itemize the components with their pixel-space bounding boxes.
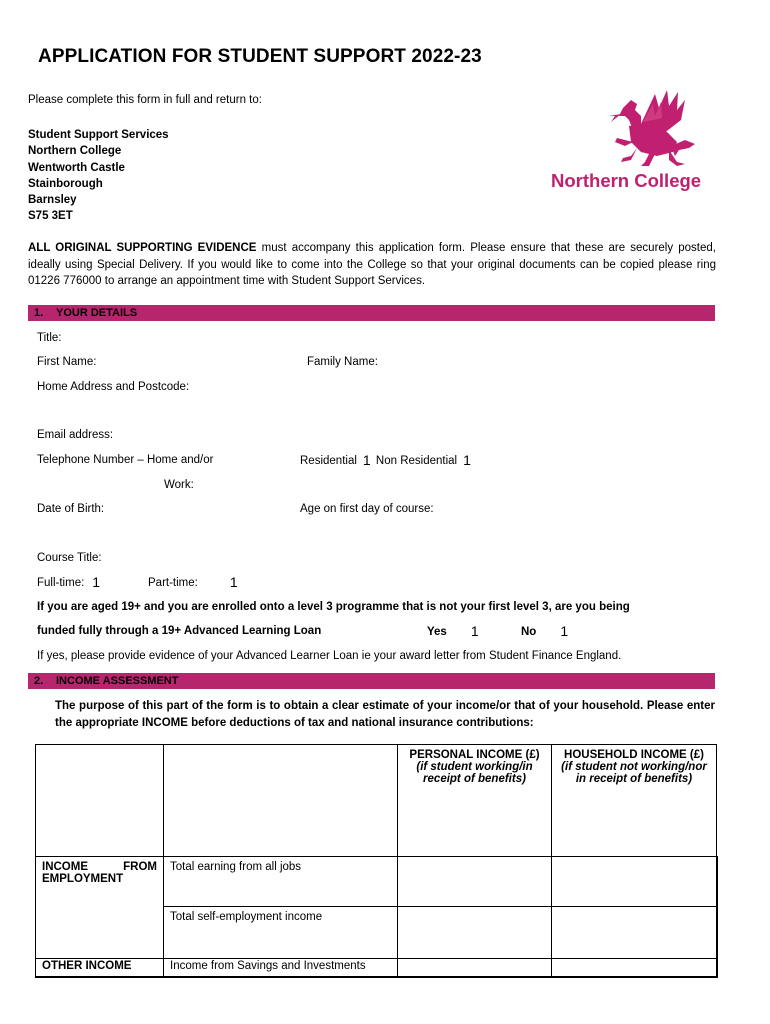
income-table (35, 744, 718, 978)
full-time-option[interactable] (37, 574, 100, 590)
age-label: Age on first day of course: (300, 503, 434, 515)
evidence-notice-text: must accompany this application form. Please ensure that these are securely posted, ideally using Special Delivery. If you would like to come into the College so that your original documents can be copied please ring 01226 776000 to arrange an appointment time with Student Support Services. (28, 242, 716, 287)
section-your-details-header (28, 305, 715, 321)
loan-question-line2: funded fully through a 19+ Advanced Learning Loan (37, 625, 322, 637)
loan-yes-option[interactable] (427, 623, 479, 639)
table-row (36, 959, 717, 978)
header-cell-empty (164, 745, 398, 857)
full-time-label: Full-time: (37, 577, 85, 589)
part-time-option[interactable] (148, 574, 238, 590)
residential-checkbox[interactable]: 1 (362, 452, 371, 468)
row-label-jobs: Total earning from all jobs (164, 857, 398, 907)
table-row (36, 857, 717, 907)
home-address-label: Home Address and Postcode: (37, 381, 190, 393)
section-number: 1. (34, 307, 44, 319)
row-label-savings: Income from Savings and Investments (164, 959, 398, 978)
no-checkbox[interactable]: 1 (560, 623, 569, 639)
address-line: Barnsley (28, 194, 77, 207)
non-residential-label: Non Residential (375, 455, 458, 467)
personal-income-subtitle: (if student working/in receipt of benefits) (416, 761, 533, 785)
income-table-header-row (36, 745, 717, 857)
address-line: Northern College (28, 145, 122, 158)
loan-question-line1: If you are aged 19+ and you are enrolled onto a level 3 programme that is not your first level 3, are you being (37, 601, 630, 613)
family-name-label: Family Name: (307, 356, 378, 368)
section-title: INCOME ASSESSMENT (56, 675, 179, 687)
telephone-label: Telephone Number – Home and/or (37, 454, 214, 466)
no-label: No (521, 626, 537, 638)
row-label-self-employment: Total self-employment income (164, 907, 398, 959)
section-title: YOUR DETAILS (56, 307, 138, 319)
non-residential-checkbox[interactable]: 1 (463, 452, 471, 468)
other-income-category: OTHER INCOME (36, 959, 164, 978)
title-field-label: Title: (37, 332, 62, 344)
intro-text: Please complete this form in full and return to: (28, 94, 262, 106)
address-line: S75 3ET (28, 210, 73, 223)
personal-self-employment-input[interactable] (398, 907, 552, 959)
evidence-notice (28, 240, 716, 290)
part-time-checkbox[interactable]: 1 (229, 574, 238, 590)
dob-label: Date of Birth: (37, 503, 105, 515)
full-time-checkbox[interactable]: 1 (92, 574, 101, 590)
income-purpose-text: The purpose of this part of the form is to obtain a clear estimate of your income/or that of your household. Please enter the appropriate INCOME before deductions of tax and national insurance contributions: (55, 700, 715, 729)
household-income-subtitle: (if student not working/nor in receipt of benefits) (561, 761, 707, 785)
loan-no-option[interactable] (521, 623, 568, 639)
loan-evidence-note: If yes, please provide evidence of your Advanced Learner Loan ie your award letter from Student Finance England. (37, 650, 622, 662)
residential-option[interactable] (300, 452, 471, 468)
email-label: Email address: (37, 429, 114, 441)
personal-savings-input[interactable] (398, 959, 552, 978)
household-self-employment-input[interactable] (552, 907, 717, 959)
household-savings-input[interactable] (552, 959, 717, 978)
header-cell-empty (36, 745, 164, 857)
household-jobs-input[interactable] (552, 857, 717, 907)
work-phone-label: Work: (164, 479, 194, 491)
employment-category: INCOME FROM EMPLOYMENT (36, 857, 164, 959)
first-name-label: First Name: (37, 356, 97, 368)
residential-label: Residential (300, 455, 357, 467)
address-line: Wentworth Castle (28, 161, 125, 174)
part-time-label: Part-time: (148, 577, 198, 589)
personal-jobs-input[interactable] (398, 857, 552, 907)
section-income-header (28, 673, 715, 689)
evidence-notice-bold: ALL ORIGINAL SUPPORTING EVIDENCE (28, 242, 257, 254)
household-income-title: HOUSEHOLD INCOME (£) (564, 749, 704, 761)
course-title-label: Course Title: (37, 552, 102, 564)
college-logo-text: Northern College (551, 170, 702, 191)
yes-checkbox[interactable]: 1 (470, 623, 479, 639)
address-line: Student Support Services (28, 129, 169, 141)
section-number: 2. (34, 675, 44, 687)
household-income-header (552, 745, 717, 857)
personal-income-header (398, 745, 552, 857)
return-address (28, 127, 169, 225)
personal-income-title: PERSONAL INCOME (£) (409, 749, 540, 761)
form-title: APPLICATION FOR STUDENT SUPPORT 2022-23 (38, 46, 482, 67)
yes-label: Yes (427, 626, 447, 638)
address-line: Stainborough (28, 177, 103, 190)
